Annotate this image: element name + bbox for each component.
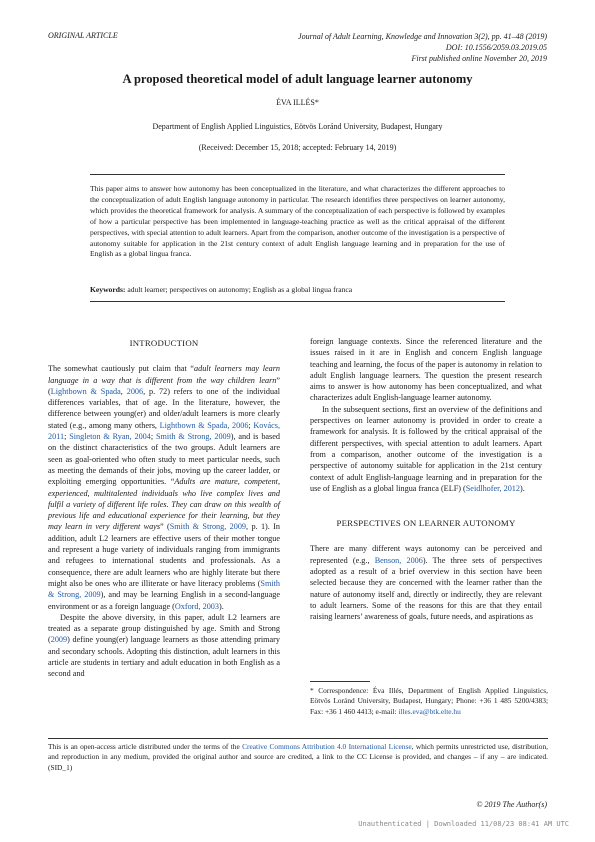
intro-paragraph-2: Despite the above diversity, in this paper, adult L2 learners are treated as a separate group distinguished by age. Smith and Strong (2009) define young(er) language learners as those attending primary and secondary schools. Adopting this distinction, adult learners in this article are students in tertiary and adult education in both English as a second and [48,612,280,679]
citation-link[interactable]: Oxford, 2003 [174,601,219,611]
author-affiliation: Department of English Applied Linguistics, Eötvös Loránd University, Budapest, Hungary [152,122,443,131]
citation-link[interactable]: Seidlhofer, 2012 [465,483,520,493]
citation-link[interactable]: 2009 [50,635,68,645]
citation-link[interactable]: Smith & Strong, 2009 [156,432,231,442]
col2-paragraph-1: foreign language contexts. Since the referenced literature and the issues raised in it are in English and concern English language teaching and learning, the focus of the paper is autonomy in relation to adult English language learners. The question the present research aims to answer is how autonomy has been conceptualized, and what characterizes adult English-language learner autonomy. [310,337,542,403]
email-link[interactable]: illes.eva@btk.elte.hu [398,706,461,716]
column-right [310,336,542,623]
citation-link[interactable]: Benson, 2006 [374,555,423,565]
citation-link[interactable]: Singleton & Ryan, 2004 [69,432,151,442]
publication-date: First published online November 20, 2019 [411,54,547,63]
intro-paragraph-1: The somewhat cautiously put claim that “adult learners may learn language in a way that is different from the way children learn” (Lightbown & Spada, 2006, p. 72) refers to one of the individual differences variables, that of age. In the literature, however, the difference between young(er) and older/adult learners is more clearly stated (e.g., among many others, Lightbown & Spada, 2006; Kovács, 2011; Singleton & Ryan, 2004; Smith & Strong, 2009), and is based on the distinct characteristics of the two groups. Adult learners are seen as goal-oriented who often study to meet particular needs, such as meeting the demands of their jobs, moving up the career ladder, or exploiting emerging opportunities. “Adults are mature, competent, experienced, multitalented individuals who live complex lives and fulfil a variety of different life roles. They can draw on this wealth of previous life and educational experience for their learning, but they may learn in very different ways” (Smith & Strong, 2009, p. 1). In addition, adult L2 learners are effective users of their mother tongue and represent a huge variety of individuals ranging from immigrants and refugees to international students and professionals. As a consequence, there are adult learners who are highly literate but there might also be ones who are illiterate or have literacy problems (Smith & Strong, 2009), and may be learning English in a second-language environment or as a foreign language (Oxford, 2003). [48,364,281,611]
author-name: ÉVA ILLÉS* [276,98,319,107]
doi[interactable]: DOI: 10.1556/2059.03.2019.05 [445,43,547,52]
journal-citation: Journal of Adult Learning, Knowledge and Innovation 3(2), pp. 41–48 (2019) [298,32,547,41]
citation-link[interactable]: Lightbown & Spada, 2006 [159,420,249,430]
received-dates: (Received: December 15, 2018; accepted: February 14, 2019) [198,143,397,152]
citation-link[interactable]: Smith & Strong, 2009 [169,522,247,532]
abstract-bottom-rule [90,301,505,302]
article-type-label: ORIGINAL ARTICLE [48,31,118,40]
license-link[interactable]: Creative Commons Attribution 4.0 International License [242,742,412,751]
footnote-rule [310,681,370,682]
section-heading-introduction: INTRODUCTION [129,338,199,348]
citation-link[interactable]: 2006 [126,386,144,396]
journal-header [247,31,547,64]
abstract: This paper aims to answer how autonomy has been conceptualized in the literature, and what characterizes the different approaches to the conceptualization of adult English language autonomy in particular. The research identifies three perspectives on learner autonomy, which provides the theoretical framework for analysis. A summary of the conceptualization of each perspective is followed by examples of how a particular perspective has been implemented in language-teaching practice as well as the critical appraisal of the different perspectives, with special attention to adult learners. Apart from the comparison, another outcome of the investigation is a perspective of autonomy suitable for application in the 21st century context of adult English language learning and in preparation for the use of English as a global lingua franca. [90,184,505,259]
keywords-text: adult learner; perspectives on autonomy; English as a global lingua franca [127,285,353,294]
correspondence-footnote: * Correspondence: Éva Illés, Department of English Applied Linguistics, Eötvös Loránd University, Budapest, Hungary; Phone: +36 1 485 5200/4383; Fax: +36 1 460 4413; e-mail: illes.eva@btk.elte.hu [310,686,548,716]
abstract-top-rule [90,174,505,175]
keywords [90,285,505,294]
keywords-label: Keywords: [90,285,126,294]
paper-title: A proposed theoretical model of adult language learner autonomy [122,72,473,86]
license-notice: This is an open-access article distributed under the terms of the Creative Commons Attribution 4.0 International License, which permits unrestricted use, distribution, and reproduction in any medium, provided the original author and source are credited, a link to the CC License is provided, and changes – if any – are indicated. (SID_1) [48,742,548,772]
citation-link[interactable]: Smith & Strong, 2009 [48,578,280,600]
license-rule [48,738,548,739]
citation-link[interactable]: Kovács, 2011 [48,420,280,442]
col2-paragraph-2: In the subsequent sections, first an overview of the definitions and perspectives on learner autonomy is provided in order to create a framework for analysis. It is followed by the critical appraisal of the different perspectives, with special attention to adult learners. Apart from a comparison, another outcome of the investigation is a perspective of autonomy suitable for application in the 21st century context of adult English-language learning and in preparation for the use of English as a global lingua franca (ELF) (Seidlhofer, 2012). [310,404,542,493]
col2-paragraph-3: There are many different ways autonomy can be perceived and represented (e.g., Benson, 2006). The three sets of perspectives adopted as a result of a brief overview in this section have been selected because they are concerned with the learner rather than the nature of autonomy itself and, directly or indirectly, they are relevant to adult learners. Some of the reasons for this are that they entail raising learners’ awareness of goals, future needs, and aspirations as [310,544,543,622]
section-heading-perspectives: PERSPECTIVES ON LEARNER AUTONOMY [336,518,516,529]
copyright: © 2019 The Author(s) [476,800,547,809]
download-watermark: Unauthenticated | Downloaded 11/08/23 08:41 AM UTC [358,820,569,828]
citation-link[interactable]: Lightbown & Spada [50,386,121,396]
column-left [48,338,281,680]
